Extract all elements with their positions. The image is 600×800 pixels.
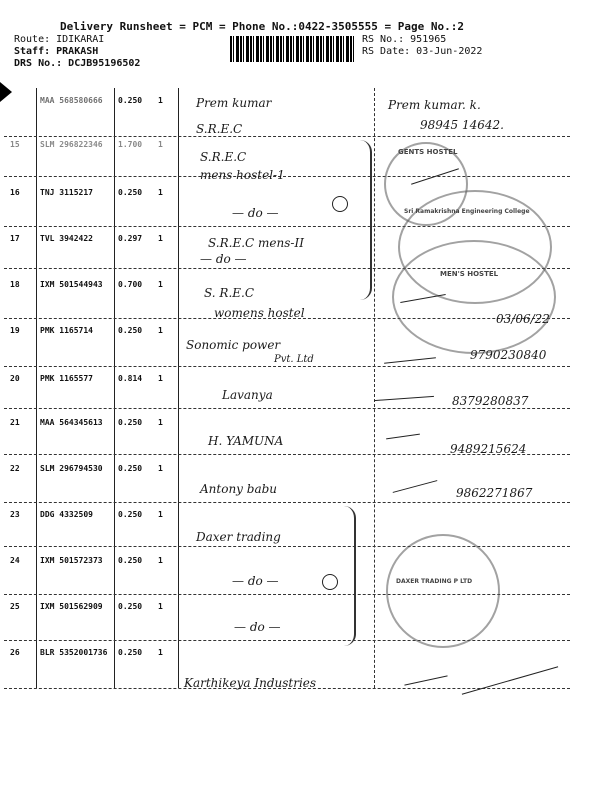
row-sep-6	[4, 408, 570, 409]
row-3-sno: 17	[10, 234, 20, 243]
row-12-weight: 0.250	[118, 648, 143, 657]
row-0-pcs: 1	[158, 96, 163, 105]
row-sep-0	[4, 136, 570, 137]
row-6-consignee-line1: Lavanya	[222, 388, 273, 402]
stamp-mens-hostel	[392, 240, 556, 354]
row-sep-9	[4, 546, 570, 547]
row-2-sno: 16	[10, 188, 20, 197]
stamp-gents-hostel-text: GENTS HOSTEL	[398, 148, 458, 156]
row-3-consignee-line2: — do —	[200, 252, 247, 266]
row-5-weight: 0.250	[118, 326, 143, 335]
signature-6	[393, 480, 438, 493]
row-11-pcs: 1	[158, 602, 163, 611]
row-5-sno: 19	[10, 326, 20, 335]
row-4-sno: 18	[10, 280, 20, 289]
row-7-weight: 0.250	[118, 418, 143, 427]
row-sep-8	[4, 502, 570, 503]
row-sep-11	[4, 640, 570, 641]
row-11-consignee-line1: — do —	[234, 620, 281, 634]
runsheet-title-line: Delivery Runsheet = PCM = Phone No.:0422-3505555 = Page No.:2	[60, 20, 464, 33]
row-8-awb: SLM 296794530	[40, 464, 103, 473]
row-8-consignee-line1: Antony babu	[200, 482, 278, 496]
group-brace-daxer	[344, 506, 356, 646]
row-9-pcs: 1	[158, 510, 163, 519]
signature-3	[384, 357, 436, 363]
signature-7	[404, 675, 447, 685]
row-10-awb: IXM 501572373	[40, 556, 103, 565]
col-line-1	[36, 88, 37, 688]
signature-4	[374, 396, 434, 401]
circled-mark-1	[332, 196, 348, 212]
row-7-sno: 21	[10, 418, 20, 427]
row-8-weight: 0.250	[118, 464, 143, 473]
row-10-sno: 24	[10, 556, 20, 565]
row-6-receiver-phone: 8379280837	[452, 394, 529, 408]
row-1-pcs: 1	[158, 140, 163, 149]
row-5-pcs: 1	[158, 326, 163, 335]
row-1-weight: 1.700	[118, 140, 143, 149]
row-7-awb: MAA 564345613	[40, 418, 103, 427]
row-8-sno: 22	[10, 464, 20, 473]
staff-label: Staff: PRAKASH	[14, 46, 99, 57]
row-12-awb: BLR 5352001736	[40, 648, 108, 657]
arrow-marker	[0, 82, 12, 102]
row-6-awb: PMK 1165577	[40, 374, 93, 383]
signature-8	[462, 666, 558, 695]
row-6-weight: 0.814	[118, 374, 143, 383]
group-brace-srec	[360, 140, 372, 300]
row-5-consignee-line2: Pvt. Ltd	[274, 354, 314, 365]
row-3-awb: TVL 3942422	[40, 234, 93, 243]
row-6-sno: 20	[10, 374, 20, 383]
row-5-consignee-line1: Sonomic power	[186, 338, 281, 352]
row-0-receiver-name: Prem kumar. k.	[388, 98, 481, 112]
row-12-sno: 26	[10, 648, 20, 657]
row-1-consignee-line2: mens hostel-1	[200, 168, 285, 182]
row-7-receiver-phone: 9489215624	[450, 442, 527, 456]
signature-5	[386, 434, 420, 440]
rs-number: RS No.: 951965	[362, 34, 447, 45]
row-11-weight: 0.250	[118, 602, 143, 611]
row-0-consignee-line2: S.R.E.C	[196, 122, 243, 136]
row-9-awb: DDG 4332509	[40, 510, 93, 519]
row-10-pcs: 1	[158, 556, 163, 565]
col-line-3	[178, 88, 179, 688]
row-4-weight: 0.700	[118, 280, 143, 289]
row-sep-1	[4, 176, 570, 177]
col-line-2	[114, 88, 115, 688]
row-2-pcs: 1	[158, 188, 163, 197]
row-5-awb: PMK 1165714	[40, 326, 93, 335]
barcode	[230, 36, 354, 62]
row-0-consignee-line1: Prem kumar	[196, 96, 272, 110]
row-12-pcs: 1	[158, 648, 163, 657]
stamp-mens-hostel-text: MEN'S HOSTEL	[440, 270, 499, 278]
row-0-weight: 0.250	[118, 96, 143, 105]
row-4-receiver-date: 03/06/22	[496, 312, 550, 326]
row-12-consignee-line1: Karthikeya Industries	[184, 676, 317, 690]
stamp-college-text: Sri Ramakrishna Engineering College	[404, 208, 530, 215]
row-3-weight: 0.297	[118, 234, 143, 243]
row-1-consignee-line1: S.R.E.C	[200, 150, 247, 164]
circled-mark-2	[322, 574, 338, 590]
row-8-receiver-phone: 9862271867	[456, 486, 533, 500]
row-4-consignee-line1: S. R.E.C	[204, 286, 255, 300]
stamp-daxer-trading	[386, 534, 500, 648]
row-sep-5	[4, 366, 570, 367]
row-7-pcs: 1	[158, 418, 163, 427]
row-9-consignee-line1: Daxer trading	[196, 530, 281, 544]
row-4-awb: IXM 501544943	[40, 280, 103, 289]
col-line-4	[374, 88, 375, 688]
route-label: Route: IDIKARAI	[14, 34, 105, 45]
row-1-awb: SLM 296822346	[40, 140, 103, 149]
row-3-pcs: 1	[158, 234, 163, 243]
row-4-pcs: 1	[158, 280, 163, 289]
row-0-receiver-phone: 98945 14642.	[420, 118, 504, 132]
row-10-consignee-line1: — do —	[232, 574, 279, 588]
row-5-receiver-phone: 9790230840	[470, 348, 547, 362]
row-4-consignee-line2: womens hostel	[214, 306, 305, 320]
row-2-consignee-line1: — do —	[232, 206, 279, 220]
row-11-sno: 25	[10, 602, 20, 611]
row-10-weight: 0.250	[118, 556, 143, 565]
row-2-weight: 0.250	[118, 188, 143, 197]
row-7-consignee-line1: H. YAMUNA	[208, 434, 284, 448]
drs-number: DRS No.: DCJB95196502	[14, 58, 141, 69]
row-9-weight: 0.250	[118, 510, 143, 519]
row-1-sno: 15	[10, 140, 20, 149]
stamp-daxer-trading-text: DAXER TRADING P LTD	[396, 578, 473, 585]
row-2-awb: TNJ 3115217	[40, 188, 93, 197]
rs-date: RS Date: 03-Jun-2022	[362, 46, 483, 57]
row-6-pcs: 1	[158, 374, 163, 383]
row-9-sno: 23	[10, 510, 20, 519]
row-0-awb: MAA 568580666	[40, 96, 103, 105]
row-8-pcs: 1	[158, 464, 163, 473]
row-11-awb: IXM 501562909	[40, 602, 103, 611]
row-3-consignee-line1: S.R.E.C mens-II	[208, 236, 304, 250]
